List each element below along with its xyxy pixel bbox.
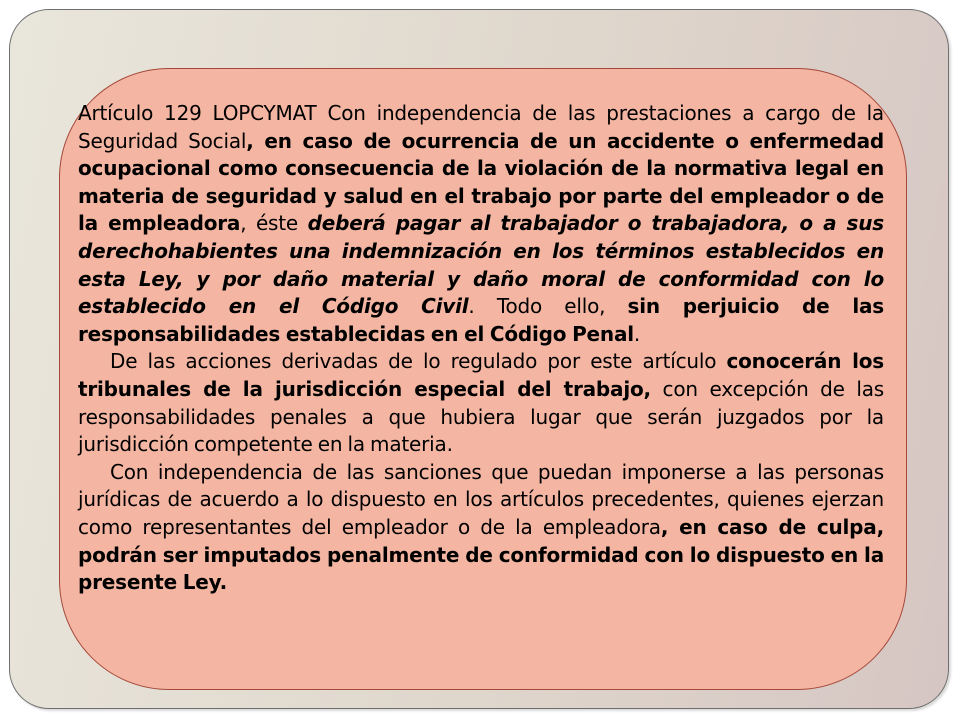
connector-text: . Todo ello, — [468, 294, 628, 319]
jurisdiction-clause: conocerán los tribunales de la jurisdicción especial del trabajo, — [78, 349, 884, 401]
jurisdiction-exception: con excepción de las responsabilidades penales a que hubiera lugar que serán juzgados por la jurisdicción competente en la materia. — [78, 376, 884, 457]
accident-clause: , en caso de ocurrencia de un accidente o enfermedad ocupacional como consecuencia de la violación de la normativa legal en materia de seguridad y salud en el trabajo por parte del empleador o de la empleadora — [78, 128, 884, 236]
paragraph-sanctions — [78, 459, 884, 597]
period: . — [633, 321, 641, 346]
article-intro: Artículo 129 LOPCYMAT Con independencia de las prestaciones a cargo de la Seguridad Social — [78, 101, 884, 153]
indemnity-clause: deberá pagar al trabajador o trabajadora, o a sus derechohabientes una indemnización en los términos establecidos en esta Ley, y por daño material y daño moral de conformidad con lo establecido en el Código Civil — [78, 211, 884, 319]
article-text — [78, 100, 884, 597]
paragraph-article-129 — [78, 100, 884, 348]
sanctions-intro: Con independencia de las sanciones que puedan imponerse a las personas jurídicas de acuerdo a lo dispuesto en los artículos precedentes, quienes ejerzan como representantes del empleador o de la empleadora — [78, 459, 884, 539]
jurisdiction-intro: De las acciones derivadas de lo regulado por este artículo — [110, 349, 727, 374]
culpa-clause: , en caso de culpa, podrán ser imputados penalmente de conformidad con lo dispuesto en la presente Ley. — [78, 514, 884, 595]
penal-clause: sin perjuicio de las responsabilidades establecidas en el Código Penal — [78, 294, 885, 346]
employer-ref: , éste — [240, 211, 308, 236]
paragraph-jurisdiction — [78, 348, 884, 458]
